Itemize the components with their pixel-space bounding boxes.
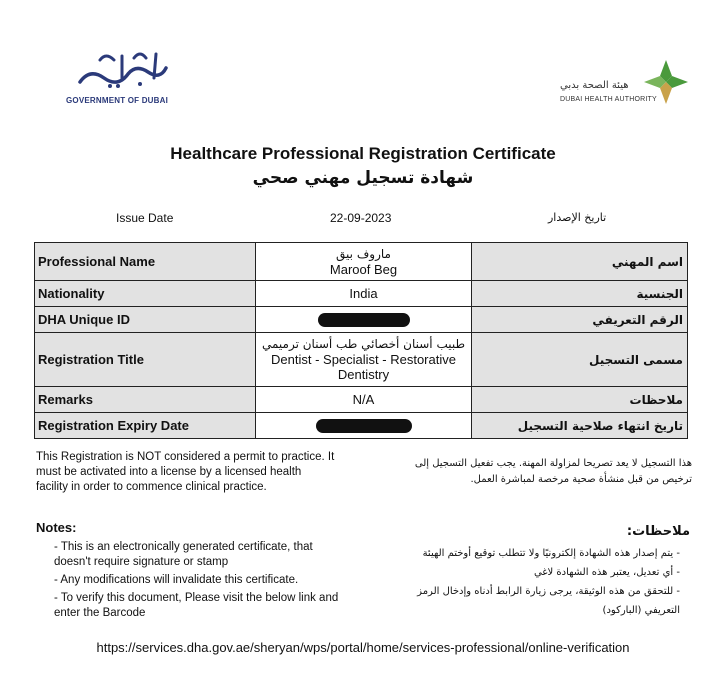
table-row: [35, 307, 688, 333]
table-row: [35, 333, 688, 387]
issue-date-label-arabic: تاريخ الإصدار: [548, 211, 607, 224]
professional-name-english: Maroof Beg: [329, 261, 398, 277]
nationality-label: Nationality: [35, 281, 256, 307]
nationality-value: India: [256, 281, 472, 307]
remarks-value: N/A: [256, 387, 472, 413]
registration-expiry-value: [256, 413, 472, 439]
registration-title-value: [256, 333, 472, 387]
list-item: - للتحقق من هذه الوثيقة، يرجى زيارة الرابط أدناه وإدخال الرمز التعريفي (الباركود): [417, 586, 680, 616]
dha-unique-id-label: DHA Unique ID: [35, 307, 256, 333]
registration-title-english: Dentist - Specialist - Restorative Dentistry: [271, 352, 456, 382]
notes-list-arabic: [380, 544, 680, 620]
list-item: - This is an electronically generated certificate, that doesn't require signature or stamp: [54, 541, 313, 568]
professional-name-arabic: ماروف بيق: [336, 246, 391, 261]
notes-heading: Notes:: [36, 520, 77, 535]
table-row: [35, 281, 688, 307]
list-item: - أي تعديل، يعتبر هذه الشهادة لاغي: [533, 567, 680, 578]
registration-title-label-arabic: مسمى التسجيل: [472, 333, 688, 387]
government-of-dubai-logo: [62, 48, 182, 110]
list-item: - يتم إصدار هذه الشهادة إلكترونيًا ولا تتطلب توقيع أوختم الهيئة: [422, 548, 680, 559]
certificate-title-arabic: شهادة تسجيل مهني صحي: [252, 168, 474, 188]
registration-title-label: Registration Title: [35, 333, 256, 387]
table-row: [35, 387, 688, 413]
professional-name-value: [256, 243, 472, 281]
registration-expiry-label: Registration Expiry Date: [35, 413, 256, 439]
notes-heading-arabic: ملاحظات:: [626, 524, 690, 539]
dubai-health-authority-logo: [560, 58, 690, 110]
dha-unique-id-label-arabic: الرقم التعريفي: [472, 307, 688, 333]
government-of-dubai-text: GOVERNMENT OF DUBAI: [66, 96, 169, 105]
table-row: [35, 413, 688, 439]
table-row: [35, 243, 688, 281]
registration-expiry-label-arabic: تاريخ انتهاء صلاحية التسجيل: [472, 413, 688, 439]
notes-list: [54, 540, 344, 624]
nationality-label-arabic: الجنسية: [472, 281, 688, 307]
registration-title-arabic: طبيب أسنان أخصائي طب أسنان ترميمي: [261, 337, 466, 351]
dha-unique-id-value: [256, 307, 472, 333]
issue-date-label: Issue Date: [116, 211, 174, 225]
remarks-label-arabic: ملاحظات: [472, 387, 688, 413]
dubai-government-calligraphy-icon: [70, 48, 170, 92]
issue-date-value: 22-09-2023: [330, 211, 392, 225]
remarks-label: Remarks: [35, 387, 256, 413]
list-item: - To verify this document, Please visit the below link and enter the Barcode: [54, 592, 339, 619]
redacted-block: [318, 313, 410, 327]
disclaimer-english: This Registration is NOT considered a permit to practice. It must be activated into a license by a licensed health facility in order to commence clinical practice.: [36, 451, 335, 493]
professional-name-label-arabic: اسم المهني: [472, 243, 688, 281]
dha-english-name: DUBAI HEALTH AUTHORITY: [560, 96, 657, 103]
dha-arabic-name: هيئة الصحة بدبي: [560, 80, 629, 91]
certificate-title-english: Healthcare Professional Registration Certificate: [170, 144, 556, 163]
redacted-block: [316, 419, 412, 433]
registration-details-table: [34, 242, 688, 439]
professional-name-label: Professional Name: [35, 243, 256, 281]
verification-link[interactable]: https://services.dha.gov.ae/sheryan/wps/portal/home/services-professional/online-verification: [96, 640, 630, 655]
disclaimer-arabic: هذا التسجيل لا يعد تصريحا لمزاولة المهنة. يجب تفعيل التسجيل إلى ترخيص من قبل منشأة صحية مرخصة لمباشرة العمل.: [414, 458, 692, 485]
list-item: - Any modifications will invalidate this certificate.: [54, 574, 299, 586]
